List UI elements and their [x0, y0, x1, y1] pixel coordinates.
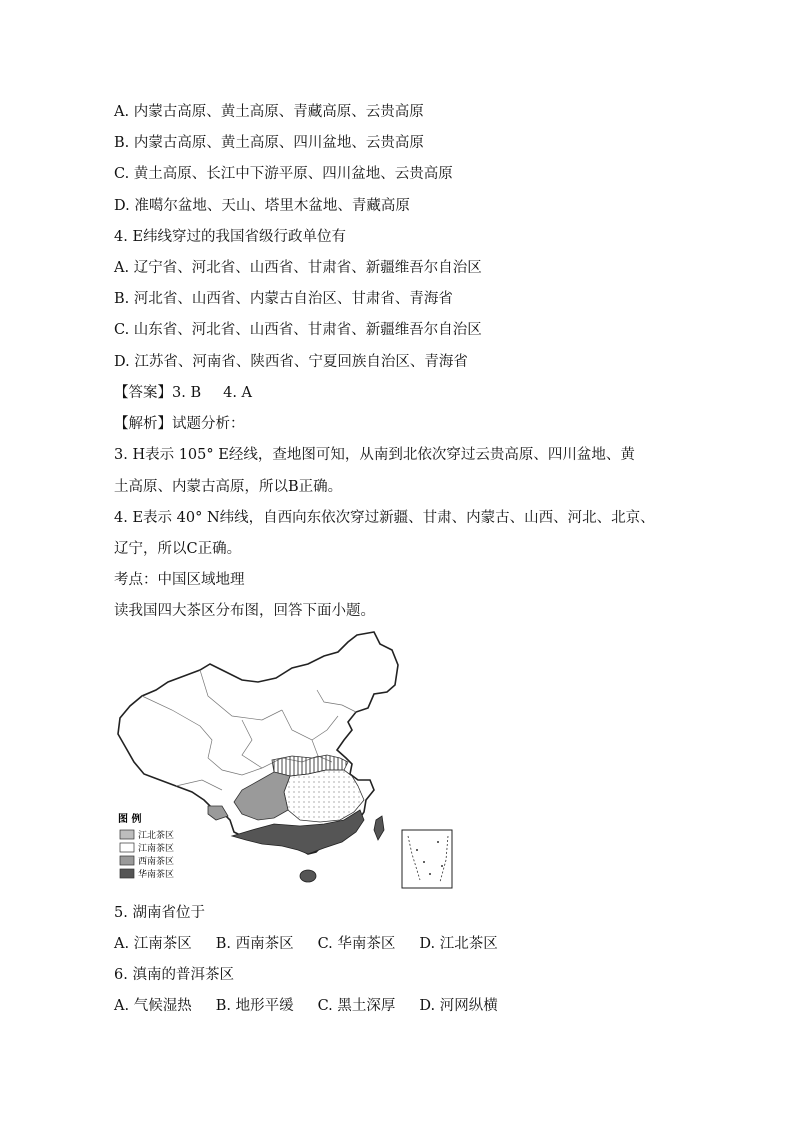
q4-option-a: A. 辽宁省、河北省、山西省、甘肃省、新疆维吾尔自治区 — [114, 260, 482, 276]
analysis-p1-line1: 3. H表示 105° E经线，查地图可知，从南到北依次穿过云贵高原、四川盆地、黄 — [114, 447, 635, 463]
q6-stem: 6. 滇南的普洱茶区 — [114, 967, 234, 983]
analysis-heading — [114, 414, 245, 434]
tea-region-map — [112, 630, 467, 892]
q3-option-a: A. 内蒙古高原、黄土高原、青藏高原、云贵高原 — [114, 104, 424, 120]
q3-option-c: C. 黄土高原、长江中下游平原、四川盆地、云贵高原 — [114, 166, 453, 182]
legend-label: 西南茶区 — [138, 857, 175, 867]
taiwan-island — [374, 816, 384, 840]
analysis-title: 试题分析： — [172, 416, 245, 432]
q6-option-b: B. 地形平缓 — [215, 998, 294, 1014]
analysis-p2-line2: 辽宁，所以C正确。 — [114, 541, 242, 557]
analysis-p1-line2: 土高原、内蒙古高原，所以B正确。 — [114, 479, 343, 495]
legend-label: 江南茶区 — [138, 844, 175, 854]
q5-options — [114, 934, 498, 954]
legend-label: 江北茶区 — [138, 831, 175, 841]
intro: 读我国四大茶区分布图，回答下面小题。 — [114, 603, 375, 619]
q6-option-d: D. 河网纵横 — [419, 998, 498, 1014]
q3-option-d: D. 准噶尔盆地、天山、塔里木盆地、青藏高原 — [114, 198, 410, 214]
q4-option-d: D. 江苏省、河南省、陕西省、宁夏回族自治区、青海省 — [114, 354, 468, 370]
legend-swatch — [120, 843, 134, 852]
answer-label: 【答案】 — [114, 385, 172, 401]
q6-option-a: A. 气候湿热 — [114, 998, 192, 1014]
q6-option-c: C. 黑土深厚 — [317, 998, 396, 1014]
q4-stem: 4. E纬线穿过的我国省级行政单位有 — [114, 229, 347, 245]
answer-3: 3. B — [172, 385, 202, 401]
answer-line — [114, 383, 252, 403]
south-sea-inset — [402, 830, 452, 888]
answer-4: 4. A — [223, 385, 253, 401]
q5-option-a: A. 江南茶区 — [114, 936, 192, 952]
q3-option-b: B. 内蒙古高原、黄土高原、四川盆地、云贵高原 — [114, 135, 424, 151]
q5-option-c: C. 华南茶区 — [317, 936, 396, 952]
legend-label: 华南茶区 — [138, 870, 175, 880]
q5-option-b: B. 西南茶区 — [215, 936, 294, 952]
q5-stem: 5. 湖南省位于 — [114, 905, 205, 921]
kaodian: 考点：中国区域地理 — [114, 572, 245, 588]
q4-option-c: C. 山东省、河北省、山西省、甘肃省、新疆维吾尔自治区 — [114, 322, 482, 338]
q4-option-b: B. 河北省、山西省、内蒙古自治区、甘肃省、青海省 — [114, 291, 453, 307]
legend-swatch — [120, 869, 134, 878]
legend-items — [120, 829, 174, 880]
analysis-p2-line1: 4. E表示 40° N纬线，自西向东依次穿过新疆、甘肃、内蒙古、山西、河北、北京、 — [114, 510, 655, 526]
legend-swatch — [120, 830, 134, 839]
hainan-island — [300, 870, 316, 882]
q5-option-d: D. 江北茶区 — [419, 936, 498, 952]
analysis-label: 【解析】 — [114, 416, 172, 432]
q6-options — [114, 996, 498, 1016]
legend-title: 图 例 — [118, 814, 142, 825]
legend-swatch — [120, 856, 134, 865]
